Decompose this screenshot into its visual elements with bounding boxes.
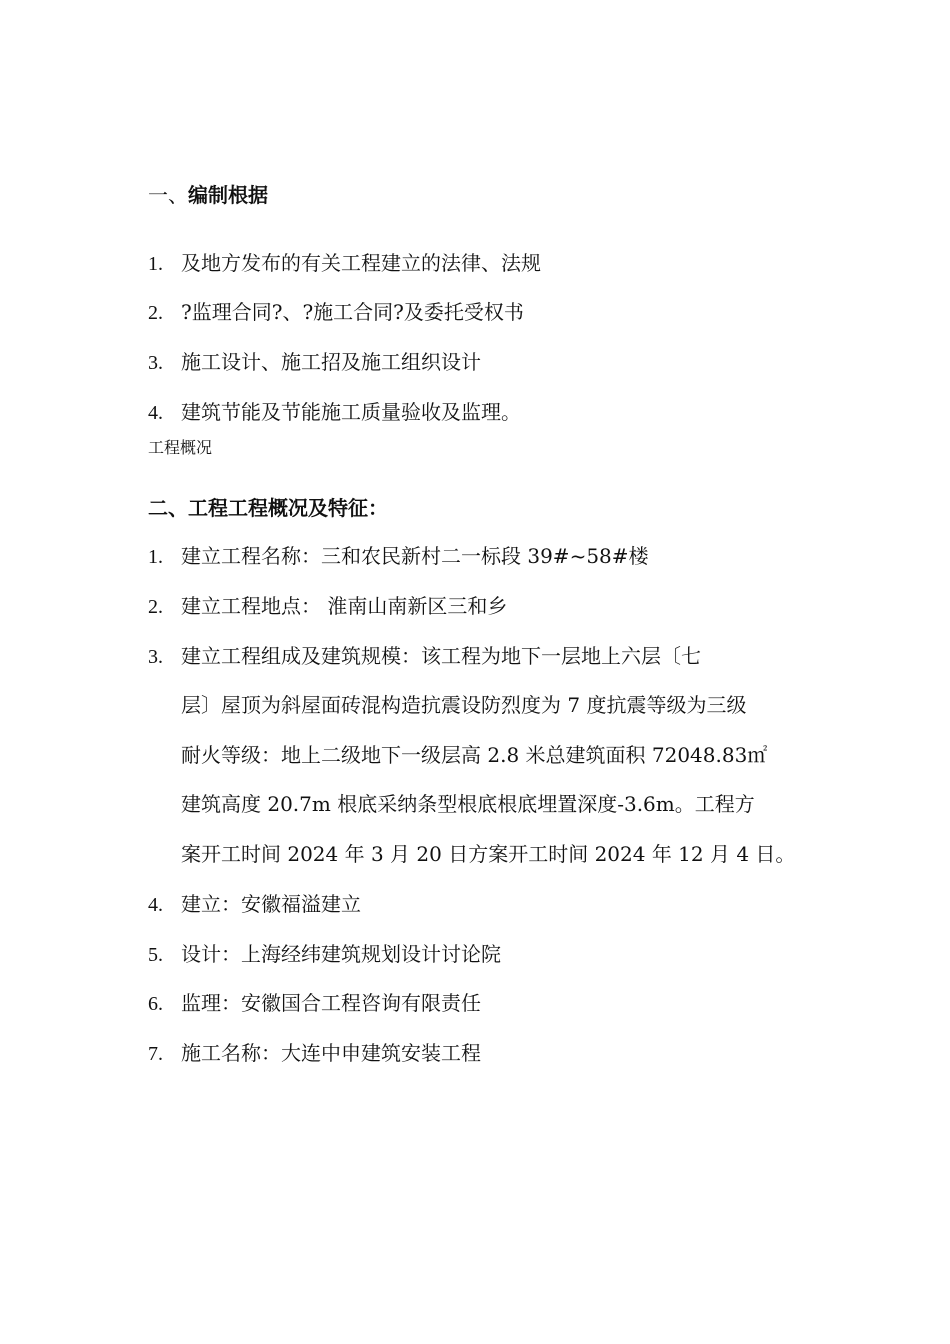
section1-heading <box>148 183 268 207</box>
list-text: 建筑节能及节能施工质量验收及监理。 <box>181 400 521 424</box>
list-number: 1. <box>148 253 163 275</box>
list-text-continuation: 案开工时间 2024 年 3 月 20 日方案开工时间 2024 年 12 月 4 日。 <box>181 842 796 866</box>
list-number: 7. <box>148 1043 163 1065</box>
list-text: 建立工程地点： 淮南山南新区三和乡 <box>181 594 508 618</box>
section2-heading: 二、工程工程概况及特征： <box>148 496 388 520</box>
list-number: 3. <box>148 646 163 668</box>
list-text-continuation: 耐火等级：地上二级地下一级层高 2.8 米总建筑面积 72048.83㎡ <box>181 743 768 767</box>
list-number: 2. <box>148 596 163 618</box>
section1-prefix: 一、 <box>148 183 188 207</box>
list-text-continuation: 层〕屋顶为斜屋面砖混构造抗震设防烈度为 7 度抗震等级为三级 <box>181 693 747 717</box>
list-text: 建立工程名称：三和农民新村二一标段 39#~58#楼 <box>181 544 649 568</box>
list-text: 建立工程组成及建筑规模：该工程为地下一层地上六层〔七 <box>181 644 701 668</box>
section2-list-item <box>148 891 361 918</box>
list-text: 建立：安徽福溢建立 <box>181 892 361 916</box>
list-text-continuation: 建筑高度 20.7m 根底采纳条型根底根底埋置深度-3.6m。工程方 <box>181 792 755 816</box>
list-text: 监理：安徽国合工程咨询有限责任 <box>181 991 481 1015</box>
list-text: 及地方发布的有关工程建立的法律、法规 <box>181 251 541 275</box>
list-number: 6. <box>148 993 163 1015</box>
section1-list-item <box>148 399 521 426</box>
list-text: 施工名称：大连中申建筑安装工程 <box>181 1041 481 1065</box>
note-text: 工程概况 <box>148 438 213 457</box>
list-text: 施工设计、施工招及施工组织设计 <box>181 350 481 374</box>
list-text: ?监理合同?、?施工合同?及委托受权书 <box>181 300 524 324</box>
section2-list-item <box>148 643 701 670</box>
section2-list-item <box>148 941 501 968</box>
section1-list-item <box>148 299 524 326</box>
list-number: 3. <box>148 352 163 374</box>
list-number: 4. <box>148 402 163 424</box>
list-number: 1. <box>148 546 163 568</box>
section2-list-item <box>148 1040 481 1067</box>
list-number: 2. <box>148 302 163 324</box>
section2-list-item <box>148 990 481 1017</box>
section1-title: 编制根据 <box>188 183 268 207</box>
section1-list-item <box>148 349 481 376</box>
list-text: 设计：上海经纬建筑规划设计讨论院 <box>181 942 501 966</box>
section1-list-item <box>148 250 541 277</box>
section2-list-item <box>148 593 507 620</box>
list-number: 4. <box>148 894 163 916</box>
list-number: 5. <box>148 944 163 966</box>
section2-list-item <box>148 543 649 570</box>
